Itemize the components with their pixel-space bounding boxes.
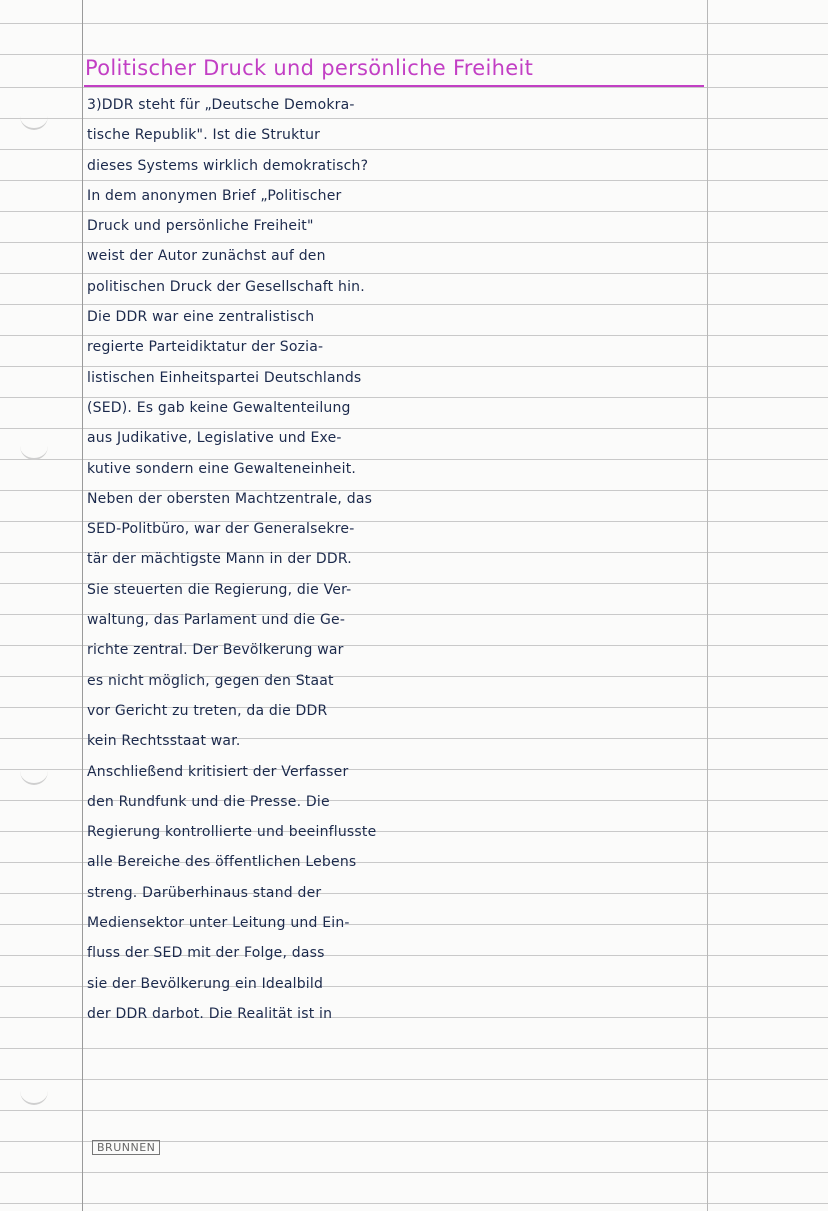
text-line: dieses Systems wirklich demokratisch? — [87, 157, 369, 174]
handwritten-text — [87, 90, 707, 1029]
title-underline — [84, 85, 704, 87]
text-line: Regierung kontrollierte und beeinflusste — [87, 824, 377, 841]
text-line: Mediensektor unter Leitung und Ein- — [87, 915, 350, 932]
text-line: weist der Autor zunächst auf den — [87, 248, 326, 265]
text-line: vor Gericht zu treten, da die DDR — [87, 702, 328, 719]
punch-hole — [20, 1085, 48, 1105]
text-line: es nicht möglich, gegen den Staat — [87, 672, 334, 689]
text-line: aus Judikative, Legislative und Exe- — [87, 430, 342, 447]
text-line: Sie steuerten die Regierung, die Ver- — [87, 581, 352, 598]
text-line: waltung, das Parlament und die Ge- — [87, 612, 346, 629]
text-line: Die DDR war eine zentralistisch — [87, 309, 315, 326]
text-line: Druck und persönliche Freiheit" — [87, 218, 314, 235]
text-line: Anschließend kritisiert der Verfasser — [87, 763, 349, 780]
text-line: richte zentral. Der Bevölkerung war — [87, 642, 344, 659]
text-line: alle Bereiche des öffentlichen Lebens — [87, 854, 357, 871]
text-line: kutive sondern eine Gewalteneinheit. — [87, 460, 357, 477]
right-margin-line — [707, 0, 708, 1211]
text-line: 3)DDR steht für „Deutsche Demokra- — [87, 97, 355, 113]
brand-logo: BRUNNEN — [92, 1140, 160, 1155]
text-line: streng. Darüberhinaus stand der — [87, 884, 322, 901]
punch-hole — [20, 440, 48, 460]
text-line: fluss der SED mit der Folge, dass — [87, 945, 325, 962]
text-line: Neben der obersten Machtzentrale, das — [87, 490, 373, 507]
text-line: sie der Bevölkerung ein Idealbild — [87, 975, 324, 992]
text-line: politischen Druck der Gesellschaft hin. — [87, 278, 365, 295]
text-line: der DDR darbot. Die Realität ist in — [87, 1005, 333, 1022]
punch-hole — [20, 110, 48, 130]
text-line: den Rundfunk und die Presse. Die — [87, 793, 330, 810]
margin-line — [82, 0, 83, 1211]
text-line: regierte Parteidiktatur der Sozia- — [87, 339, 324, 356]
text-line: listischen Einheitspartei Deutschlands — [87, 369, 362, 386]
text-line: tische Republik". Ist die Struktur — [87, 127, 321, 144]
text-line: kein Rechtsstaat war. — [87, 733, 241, 750]
punch-hole — [20, 765, 48, 785]
text-line: SED-Politbüro, war der Generalsekre- — [87, 521, 355, 538]
text-line: (SED). Es gab keine Gewaltenteilung — [87, 399, 351, 416]
text-line: tär der mächtigste Mann in der DDR. — [87, 551, 352, 568]
page-title: Politischer Druck und persönliche Freiheit — [85, 56, 534, 80]
text-line: In dem anonymen Brief „Politischer — [87, 187, 342, 204]
